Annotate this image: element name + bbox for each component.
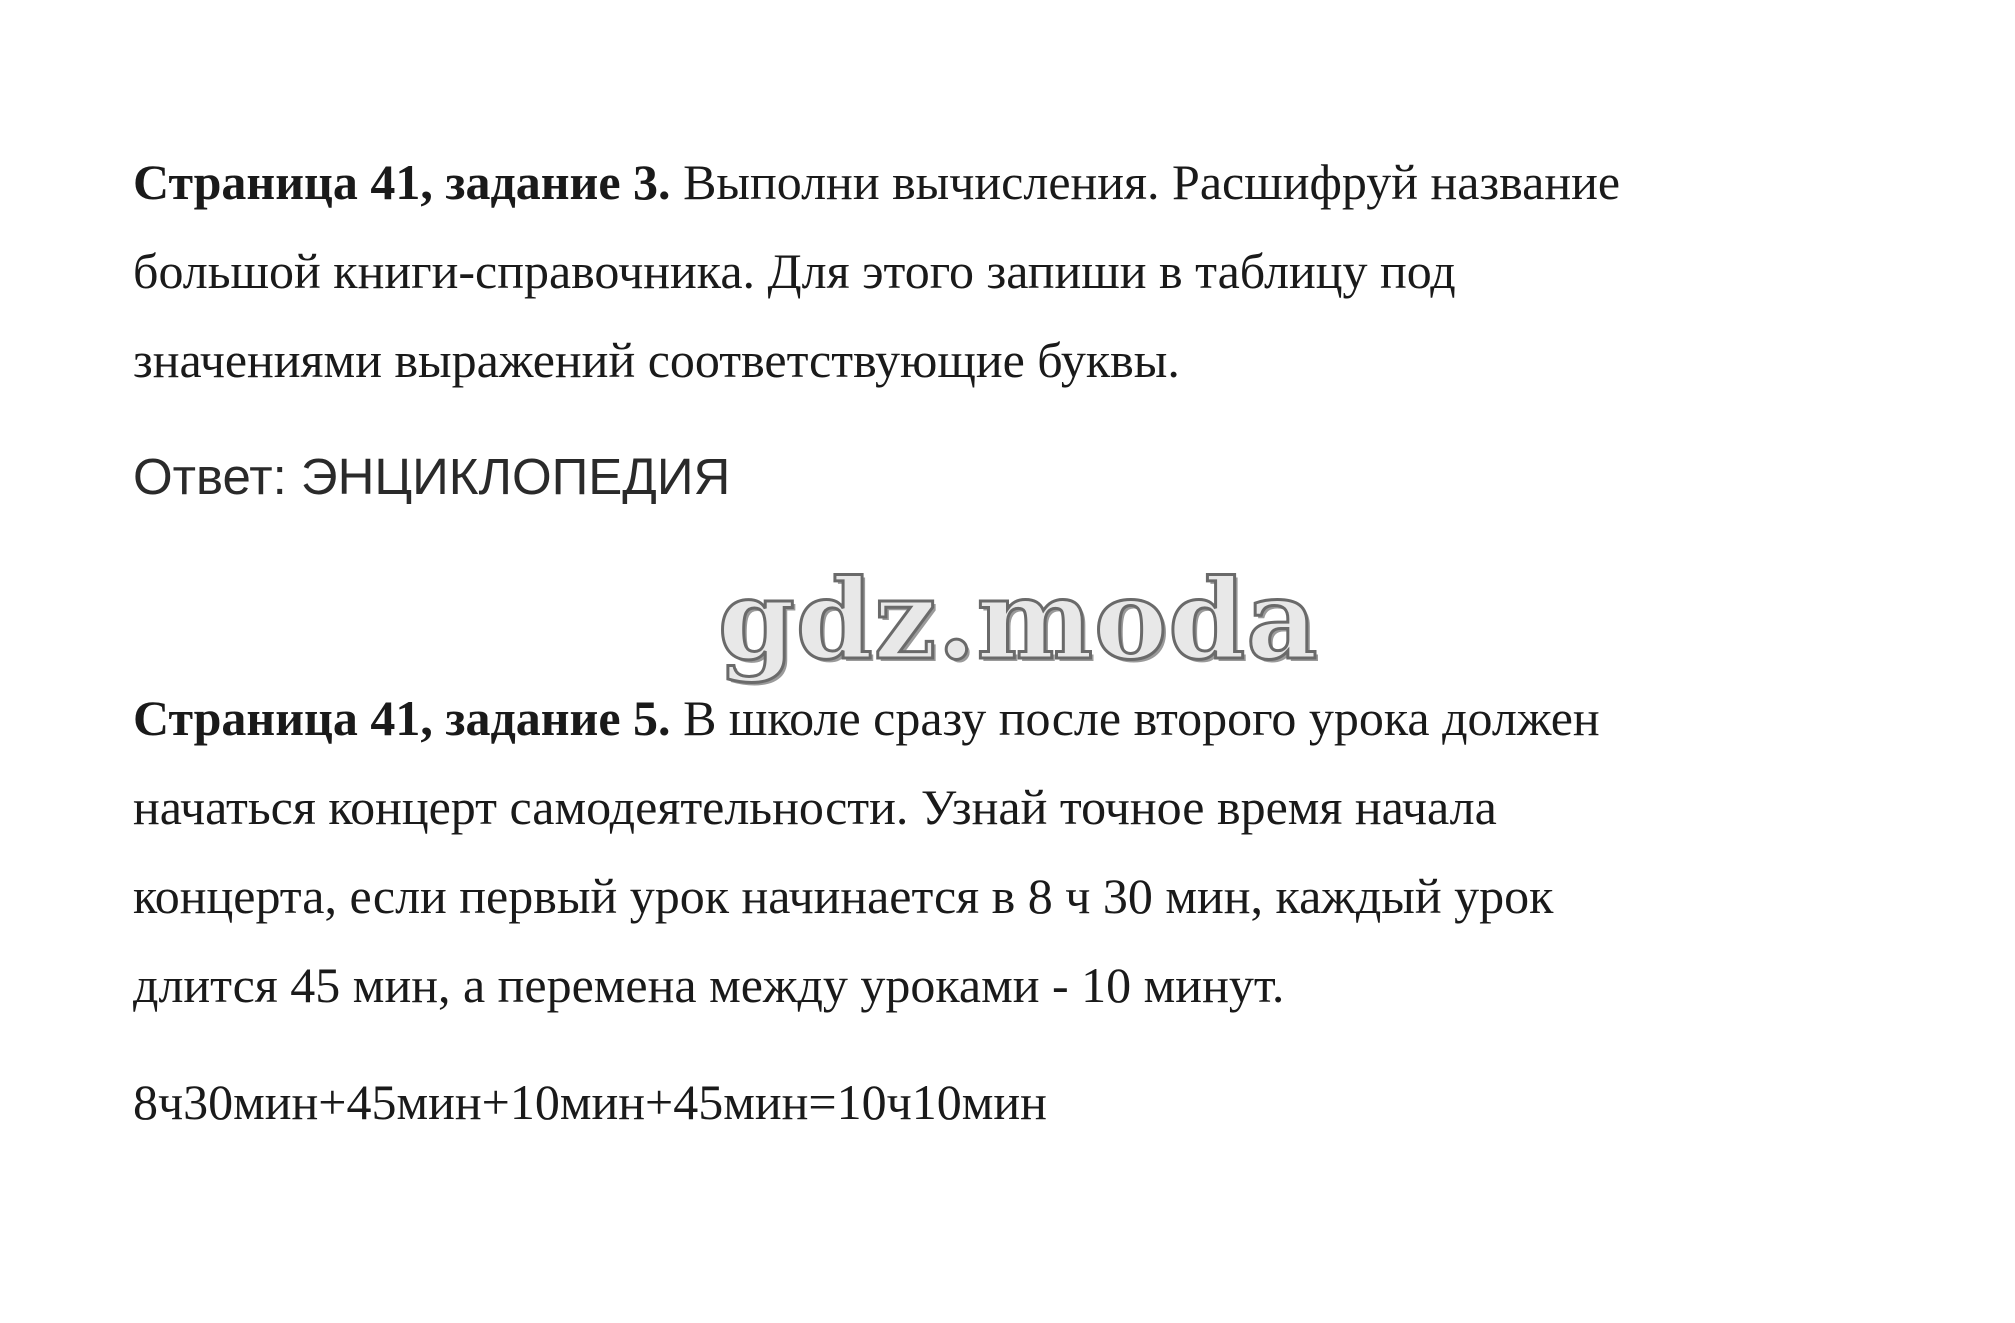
watermark-logo: gdz.moda [718,555,1319,684]
task-5-text [133,674,1913,1030]
task-3-line-1: Выполни вычисления. Расшифруй название [670,154,1621,210]
task-5-heading: Страница 41, задание 5. [133,690,671,746]
task-3-line-3: значениями выражений соответствующие буквы. [133,332,1180,388]
task-5-line-1: В школе сразу после второго урока должен [670,690,1600,746]
task-5-line-4: длится 45 мин, а перемена между уроками - 10 минут. [133,957,1285,1013]
task-5-calculation: 8ч30мин+45мин+10мин+45мин=10ч10мин [133,1074,1047,1130]
task-5-line-3: концерта, если первый урок начинается в 8 ч 30 мин, каждый урок [133,868,1554,924]
task-3-text [133,138,1913,405]
task-5-line-2: начаться концерт самодеятельности. Узнай точное время начала [133,779,1497,835]
task-3-answer: Ответ: ЭНЦИКЛОПЕДИЯ [133,448,731,505]
task-3-heading: Страница 41, задание 3. [133,154,671,210]
task-3-line-2: большой книги-справочника. Для этого запиши в таблицу под [133,243,1456,299]
